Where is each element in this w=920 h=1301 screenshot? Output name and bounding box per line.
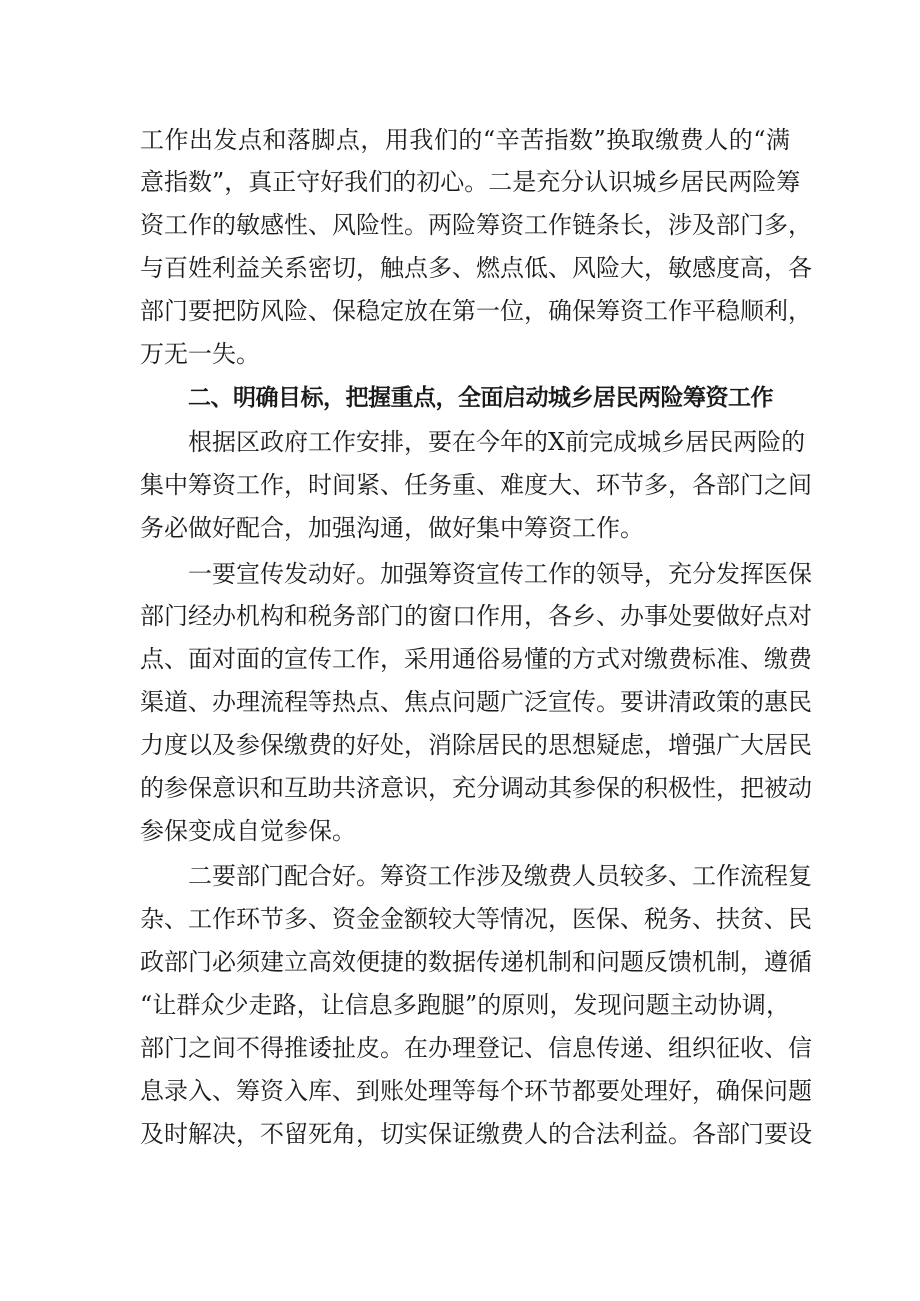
text-line: 集中筹资工作，时间紧、任务重、难度大、环节多，各部门之间 xyxy=(140,471,812,499)
text-line: 工作出发点和落脚点，用我们的“辛苦指数”换取缴费人的“满 xyxy=(140,126,790,154)
text-line: 意指数”，真正守好我们的初心。二是充分认识城乡居民两险筹 xyxy=(140,168,801,196)
text-line: 息录入、筹资入库、到账处理等每个环节都要处理好，确保问题 xyxy=(140,1077,812,1105)
text-line: 二要部门配合好。筹资工作涉及缴费人员较多、工作流程复 xyxy=(188,862,812,890)
text-line: 点、面对面的宣传工作，采用通俗易懂的方式对缴费标准、缴费 xyxy=(140,645,812,673)
text-line: 力度以及参保缴费的好处，消除居民的思想疑虑，增强广大居民 xyxy=(140,731,812,759)
text-line: 根据区政府工作安排，要在今年的X前完成城乡居民两险的 xyxy=(188,428,806,456)
text-line: 渠道、办理流程等热点、焦点问题广泛宣传。要讲清政策的惠民 xyxy=(140,688,812,716)
text-line: 参保变成自觉参保。 xyxy=(140,817,356,845)
text-line: 的参保意识和互助共济意识，充分调动其参保的积极性，把被动 xyxy=(140,774,812,802)
text-line: 与百姓利益关系密切，触点多、燃点低、风险大，敏感度高，各 xyxy=(140,254,812,282)
text-line: 部门要把防风险、保稳定放在第一位，确保筹资工作平稳顺利， xyxy=(140,297,812,325)
text-line: 一要宣传发动好。加强筹资宣传工作的领导，充分发挥医保 xyxy=(188,560,812,588)
text-line: 部门经办机构和税务部门的窗口作用，各乡、办事处要做好点对 xyxy=(140,602,812,630)
text-line: 资工作的敏感性、风险性。两险筹资工作链条长，涉及部门多， xyxy=(140,211,812,239)
text-line: 政部门必须建立高效便捷的数据传递机制和问题反馈机制，遵循 xyxy=(140,948,812,976)
text-line: “让群众少走路，让信息多跑腿”的原则，发现问题主动协调， xyxy=(140,991,790,1019)
text-line: 务必做好配合，加强沟通，做好集中筹资工作。 xyxy=(140,514,644,542)
text-line: 杂、工作环节多、资金金额较大等情况，医保、税务、扶贫、民 xyxy=(140,905,812,933)
text-line: 部门之间不得推诿扯皮。在办理登记、信息传递、组织征收、信 xyxy=(140,1034,812,1062)
section-heading: 二、明确目标，把握重点，全面启动城乡居民两险筹资工作 xyxy=(188,385,773,411)
text-line: 万无一失。 xyxy=(140,340,260,368)
text-line: 及时解决，不留死角，切实保证缴费人的合法利益。各部门要设 xyxy=(140,1120,812,1148)
